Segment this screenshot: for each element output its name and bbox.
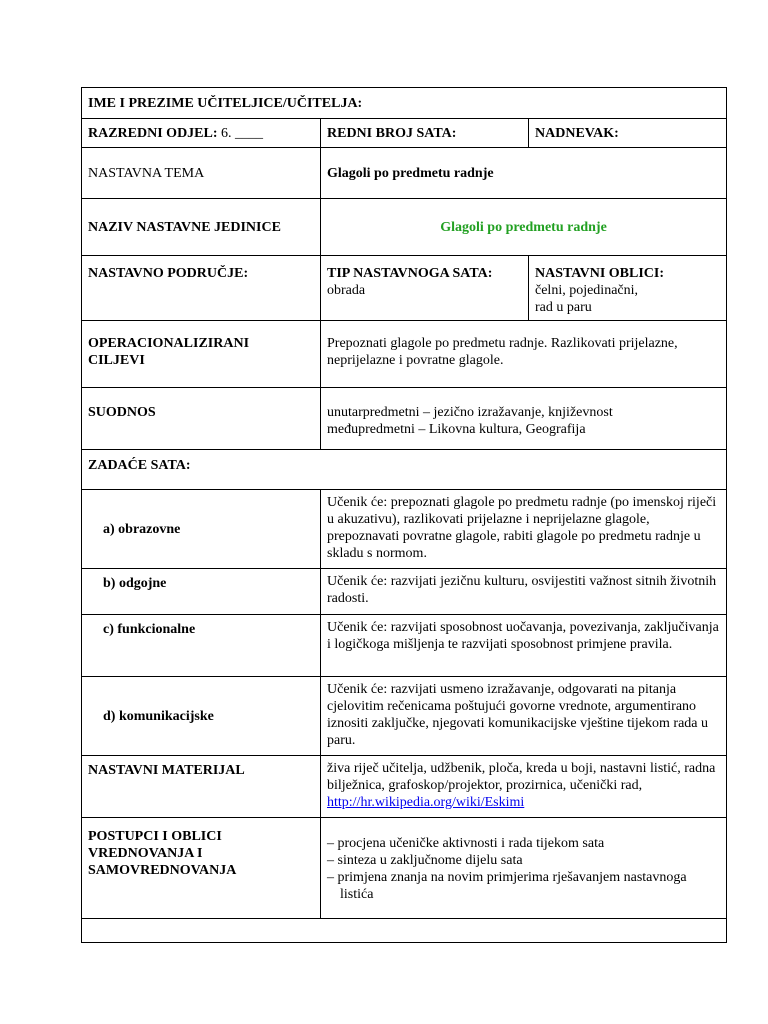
- eskimi-link[interactable]: http://hr.wikipedia.org/wiki/Eskimi: [327, 795, 525, 810]
- class-row: [82, 119, 727, 148]
- tasks-header-row: [82, 450, 727, 490]
- teacher-row: [82, 88, 727, 119]
- materials-row: [82, 756, 727, 818]
- task-text-upbringing: Učenik će: razvijati jezičnu kulturu, osvijestiti važnost sitnih životnih radosti.: [321, 569, 727, 615]
- list-item: – sinteza u zaključnome dijelu sata: [327, 853, 523, 868]
- lesson-plan-sheet: [81, 87, 726, 943]
- correlation-label: SUODNOS: [82, 388, 321, 450]
- teaching-forms-line1: čelni, pojedinačni,: [535, 283, 639, 298]
- task-row: [82, 569, 727, 615]
- lesson-number-label: REDNI BROJ SATA:: [321, 119, 529, 148]
- topic-value: Glagoli po predmetu radnje: [321, 148, 727, 199]
- tasks-label: ZADAĆE SATA:: [82, 450, 727, 490]
- task-label-educational: a) obrazovne: [82, 490, 321, 569]
- evaluation-label-cell: [82, 818, 321, 919]
- teaching-forms-cell: [529, 256, 727, 321]
- list-item: – procjena učeničke aktivnosti i rada tijekom sata: [327, 836, 605, 851]
- task-row: [82, 490, 727, 569]
- evaluation-label-line2: VREDNOVANJA I: [88, 846, 203, 861]
- correlation-row: [82, 388, 727, 450]
- class-value: 6. ____: [221, 125, 264, 141]
- evaluation-row: [82, 818, 727, 919]
- task-row: [82, 615, 727, 677]
- list-item: – primjena znanja na novim primjerima rješavanjem nastavnoga listića: [327, 870, 687, 902]
- task-row: [82, 677, 727, 756]
- lesson-type-value: obrada: [327, 283, 366, 298]
- topic-label: NASTAVNA TEMA: [82, 148, 321, 199]
- goals-label-cell: [82, 321, 321, 388]
- task-text-educational: Učenik će: prepoznati glagole po predmetu radnje (po imenskoj riječi u akuzativu), razlikovati prijelazne i neprijelazne glagole, prepoznavati povratne glagole, rabiti glagole po predmetu radnje u skladu s normom.: [321, 490, 727, 569]
- area-row: [82, 256, 727, 321]
- empty-row: [82, 919, 727, 943]
- lesson-type-cell: [321, 256, 529, 321]
- lesson-plan-table: [81, 87, 727, 943]
- teaching-forms-line2: rad u paru: [535, 300, 592, 315]
- topic-row: [82, 148, 727, 199]
- materials-cell: [321, 756, 727, 818]
- empty-cell: [82, 919, 727, 943]
- correlation-line2: međupredmetni – Likovna kultura, Geografija: [327, 422, 586, 437]
- goals-label-line2: CILJEVI: [88, 353, 145, 368]
- materials-text: živa riječ učitelja, udžbenik, ploča, kreda u boji, nastavni listić, radna bilježnica, grafoskop/projektor, prozirnica, učenički rad,: [327, 761, 716, 793]
- goals-value: Prepoznati glagole po predmetu radnje. Razlikovati prijelazne, neprijelazne i povratne glagole.: [321, 321, 727, 388]
- unit-title: Glagoli po predmetu radnje: [321, 199, 727, 256]
- goals-label-line1: OPERACIONALIZIRANI: [88, 336, 250, 351]
- lesson-type-label: TIP NASTAVNOGA SATA:: [327, 266, 493, 281]
- evaluation-cell: [321, 818, 727, 919]
- evaluation-list: [327, 835, 720, 903]
- unit-label: NAZIV NASTAVNE JEDINICE: [82, 199, 321, 256]
- task-text-functional: Učenik će: razvijati sposobnost uočavanja, povezivanja, zaključivanja i logičkoga mišljenja te razvijati sposobnost primjene pravila.: [321, 615, 727, 677]
- goals-row: [82, 321, 727, 388]
- unit-row: [82, 199, 727, 256]
- task-label-upbringing: b) odgojne: [82, 569, 321, 615]
- materials-label: NASTAVNI MATERIJAL: [82, 756, 321, 818]
- teacher-label: IME I PREZIME UČITELJICE/UČITELJA:: [82, 88, 727, 119]
- task-label-functional: c) funkcionalne: [82, 615, 321, 677]
- correlation-line1: unutarpredmetni – jezično izražavanje, književnost: [327, 405, 613, 420]
- evaluation-label-line1: POSTUPCI I OBLICI: [88, 829, 222, 844]
- area-label: NASTAVNO PODRUČJE:: [82, 256, 321, 321]
- evaluation-label-line3: SAMOVREDNOVANJA: [88, 863, 237, 878]
- task-label-communication: d) komunikacijske: [82, 677, 321, 756]
- task-text-communication: Učenik će: razvijati usmeno izražavanje, odgovarati na pitanja cjelovitim rečenicama poštujući govorne vrednote, argumentirano iznositi zaključke, njegovati komunikacijske vještine tijekom rada u paru.: [321, 677, 727, 756]
- class-label: RAZREDNI ODJEL:: [88, 125, 218, 141]
- teaching-forms-label: NASTAVNI OBLICI:: [535, 266, 665, 281]
- class-cell: [82, 119, 321, 148]
- correlation-cell: [321, 388, 727, 450]
- date-label: NADNEVAK:: [529, 119, 727, 148]
